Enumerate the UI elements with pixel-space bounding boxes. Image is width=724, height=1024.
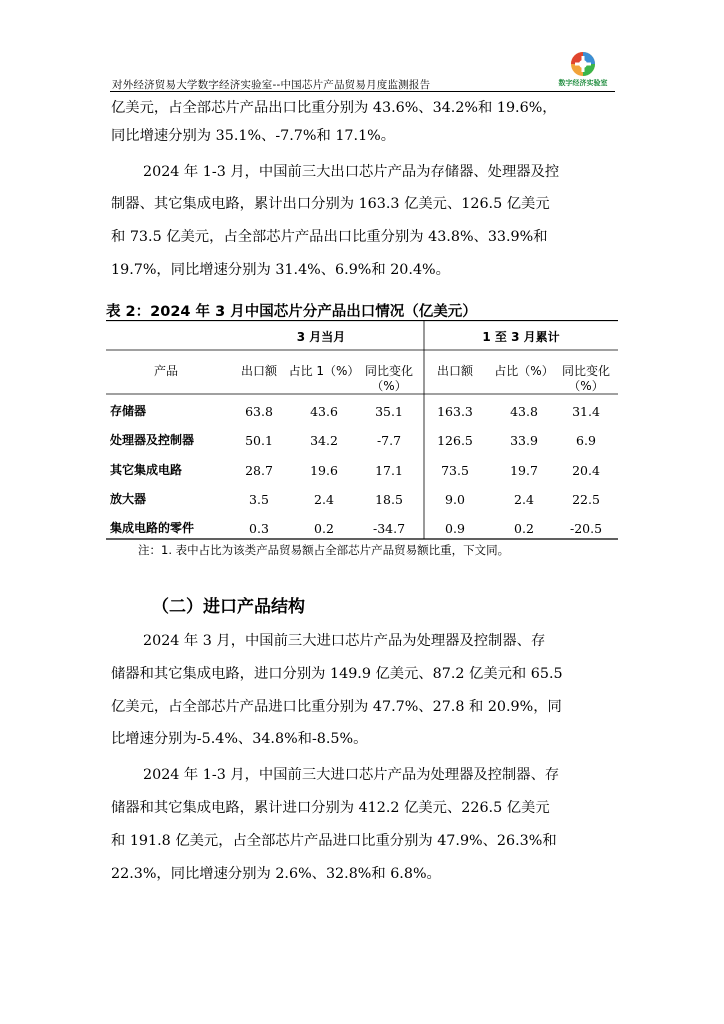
export-table [106,320,618,540]
table-caption: 表 2：2024 年 3 月中国芯片分产品出口情况（亿美元） [106,304,477,320]
table-cell: 18.5 [375,492,403,507]
table-cell: 20.4 [572,463,600,478]
col-header-yoy-cum: 同比变化 [561,364,611,378]
table-row-product: 处理器及控制器 [110,433,195,447]
table-cell: 2.4 [514,492,534,507]
table-cell: -20.5 [569,521,603,536]
table-cell: 0.2 [314,521,334,536]
paragraph-4-line-1: 2024 年 1-3 月，中国前三大进口芯片产品为处理器及控制器、存 [143,767,560,783]
table-cell: 28.7 [245,463,273,478]
col-header-yoy-month: 同比变化 [364,364,414,378]
paragraph-3-line-4: 比增速分别为-5.4%、34.8%和-8.5%。 [111,731,368,747]
table-row-product: 其它集成电路 [110,463,183,477]
table-cell: 50.1 [245,433,273,448]
table-cell: 19.7 [510,463,538,478]
paragraph-2-line-4: 19.7%，同比增速分别为 31.4%、6.9%和 20.4%。 [111,262,450,278]
paragraph-4-line-2: 储器和其它集成电路，累计进口分别为 412.2 亿美元、226.5 亿美元 [111,800,550,816]
group-header-month: 3 月当月 [296,330,346,344]
col-header-yoy-month-unit: （%） [371,379,407,393]
table-cell: 3.5 [249,492,269,507]
col-header-product: 产品 [153,364,179,378]
col-header-export-month: 出口额 [240,364,278,378]
table-note: 注：1. 表中占比为该类产品贸易额占全部芯片产品贸易额比重，下文同。 [138,543,510,557]
table-cell: -7.7 [376,433,402,448]
table-cell: 33.9 [510,433,538,448]
section-title: （二）进口产品结构 [152,597,305,617]
table-cell: 17.1 [375,463,403,478]
table-cell: 19.6 [310,463,338,478]
table-cell: 43.8 [510,404,538,419]
paragraph-3-line-1: 2024 年 3 月，中国前三大进口芯片产品为处理器及控制器、存 [143,633,546,649]
table-cell: 34.2 [310,433,338,448]
paragraph-3-line-3: 亿美元，占全部芯片产品进口比重分别为 47.7%、27.8 和 20.9%，同 [111,699,562,715]
table-cell: 0.2 [514,521,534,536]
table-cell: 35.1 [375,404,403,419]
paragraph-1-line-2: 同比增速分别为 35.1%、-7.7%和 17.1%。 [111,128,396,144]
table-cell: 163.3 [437,404,473,419]
col-header-export-cum: 出口额 [436,364,474,378]
paragraph-2-line-3: 和 73.5 亿美元，占全部芯片产品出口比重分别为 43.8%、33.9%和 [111,229,548,245]
group-header-cumulative: 1 至 3 月累计 [482,330,560,344]
table-cell: 9.0 [445,492,465,507]
paragraph-3-line-2: 储器和其它集成电路，进口分别为 149.9 亿美元、87.2 亿美元和 65.5 [111,666,563,682]
table-cell: 0.3 [249,521,269,536]
paragraph-1-line-1: 亿美元，占全部芯片产品出口比重分别为 43.6%、34.2%和 19.6%， [111,100,557,116]
table-cell: 2.4 [314,492,334,507]
paragraph-4-line-3: 和 191.8 亿美元，占全部芯片产品进口比重分别为 47.9%、26.3%和 [111,833,557,849]
table-row-product: 存储器 [110,404,147,418]
table-cell: 43.6 [310,404,338,419]
table-row-product: 集成电路的零件 [110,521,195,535]
table-cell: 6.9 [576,433,596,448]
paragraph-4-line-4: 22.3%，同比增速分别为 2.6%、32.8%和 6.8%。 [111,866,441,882]
paragraph-2-line-2: 制器、其它集成电路，累计出口分别为 163.3 亿美元、126.5 亿美元 [111,196,550,212]
table-cell: 0.9 [445,521,465,536]
table-cell: 31.4 [572,404,600,419]
table-cell: -34.7 [372,521,406,536]
table-cell: 22.5 [572,492,600,507]
col-header-share-month: 占比 1（%） [288,364,360,378]
paragraph-2-line-1: 2024 年 1-3 月，中国前三大出口芯片产品为存储器、处理器及控 [143,164,560,180]
running-header: 对外经济贸易大学数字经济实验室--中国芯片产品贸易月度监测报告 [112,79,431,91]
table-cell: 126.5 [437,433,473,448]
table-cell: 63.8 [245,404,273,419]
col-header-share-cum: 占比（%） [494,364,554,378]
table-row-product: 放大器 [110,492,147,506]
logo-text: 数字经济实验室 [558,79,608,87]
table-cell: 73.5 [441,463,469,478]
col-header-yoy-cum-unit: （%） [568,379,604,393]
